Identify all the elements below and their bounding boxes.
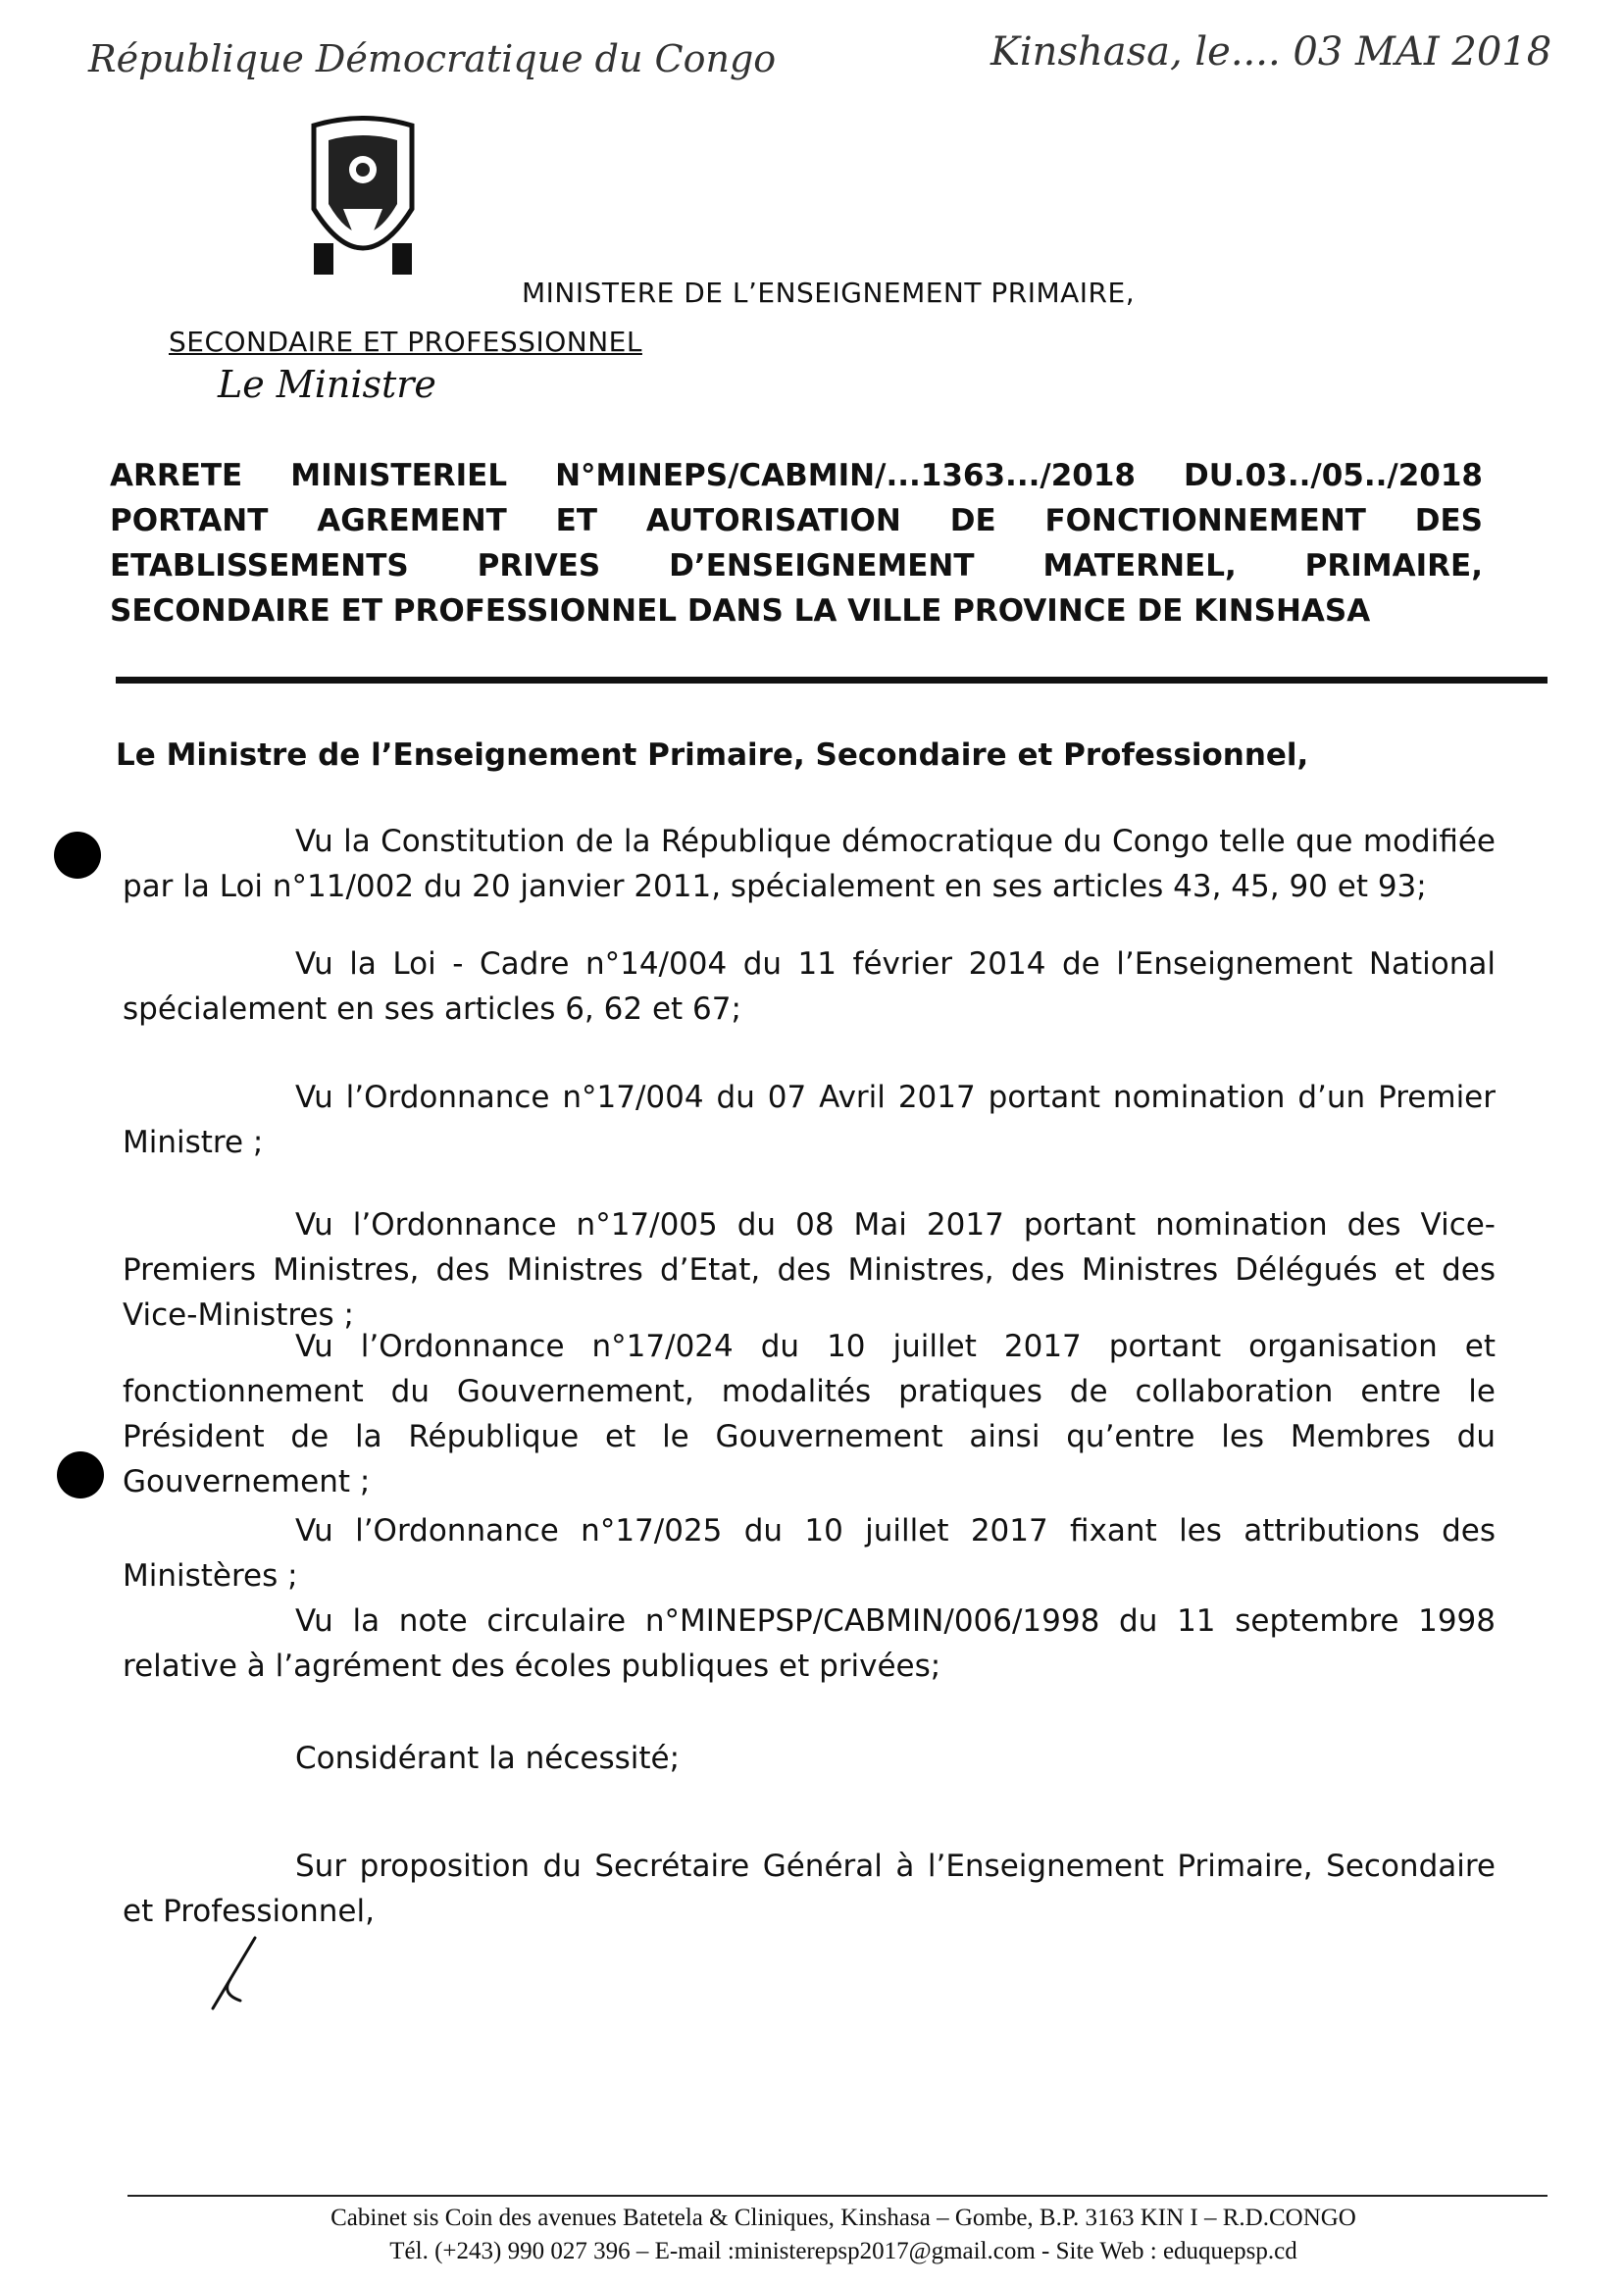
footer-divider: [127, 2195, 1548, 2197]
footer-contact: Tél. (+243) 990 027 396 – E-mail :ministerepsp2017@gmail.com - Site Web : eduquepsp.cd: [389, 2238, 1297, 2264]
decree-title-line-3: ETABLISSEMENTS PRIVES D’ENSEIGNEMENT MATERNEL, PRIMAIRE,: [110, 548, 1483, 584]
minister-title: Le Ministre: [218, 363, 436, 406]
decree-title-line-4: SECONDAIRE ET PROFESSIONNEL DANS LA VILLE PROVINCE DE KINSHASA: [110, 593, 1371, 629]
ministry-line-2: SECONDAIRE ET PROFESSIONNEL: [169, 326, 642, 358]
consideration-paragraph: Vu l’Ordonnance n°17/005 du 08 Mai 2017 portant nomination des Vice-Premiers Ministres, des Ministres d’Etat, des Ministres, des Ministres Délégués et des Vice-Ministres ;: [123, 1207, 1496, 1333]
place-date: Kinshasa, le.... 03 MAI 2018: [990, 29, 1552, 75]
consideration-paragraph: Vu l’Ordonnance n°17/004 du 07 Avril 2017 portant nomination d’un Premier Ministre ;: [123, 1080, 1496, 1160]
decree-title-line-1: ARRETE MINISTERIEL N°MINEPS/CABMIN/...1363.../2018 DU.03../05../2018: [110, 458, 1483, 493]
punch-hole: [54, 832, 101, 879]
coat-of-arms-emblem: [294, 116, 431, 282]
footer-address: Cabinet sis Coin des avenues Batetela & Cliniques, Kinshasa – Gombe, B.P. 3163 KIN I – R.D.CONGO: [330, 2205, 1356, 2231]
title-divider: [116, 677, 1548, 684]
republic-heading: République Démocratique du Congo: [88, 37, 777, 80]
decree-title-line-2: PORTANT AGREMENT ET AUTORISATION DE FONCTIONNEMENT DES: [110, 503, 1483, 538]
consideration-paragraph: Sur proposition du Secrétaire Général à l’Enseignement Primaire, Secondaire et Professionnel,: [123, 1849, 1496, 1929]
salutation: Le Ministre de l’Enseignement Primaire, Secondaire et Professionnel,: [116, 737, 1309, 773]
consideration-paragraph: Considérant la nécessité;: [295, 1741, 681, 1776]
punch-hole: [57, 1451, 104, 1498]
consideration-paragraph: Vu la Loi - Cadre n°14/004 du 11 février 2014 de l’Enseignement National spécialement en ses articles 6, 62 et 67;: [123, 946, 1496, 1027]
consideration-paragraph: Vu l’Ordonnance n°17/025 du 10 juillet 2017 fixant les attributions des Ministères ;: [123, 1513, 1496, 1594]
handwritten-initial: [201, 1930, 279, 2018]
decree-title: [110, 453, 1483, 634]
consideration-paragraph: Vu la note circulaire n°MINEPSP/CABMIN/006/1998 du 11 septembre 1998 relative à l’agrément des écoles publiques et privées;: [123, 1603, 1496, 1684]
consideration-paragraph: Vu l’Ordonnance n°17/024 du 10 juillet 2017 portant organisation et fonctionnement du Gouvernement, modalités pratiques de collaboration entre le Président de la République et le Gouvernement ainsi qu’entre les Membres du Gouvernement ;: [123, 1329, 1496, 1499]
consideration-paragraph: Vu la Constitution de la République démocratique du Congo telle que modifiée par la Loi n°11/002 du 20 janvier 2011, spécialement en ses articles 43, 45, 90 et 93;: [123, 824, 1496, 904]
ministry-line-1: MINISTERE DE L’ENSEIGNEMENT PRIMAIRE,: [522, 277, 1136, 309]
